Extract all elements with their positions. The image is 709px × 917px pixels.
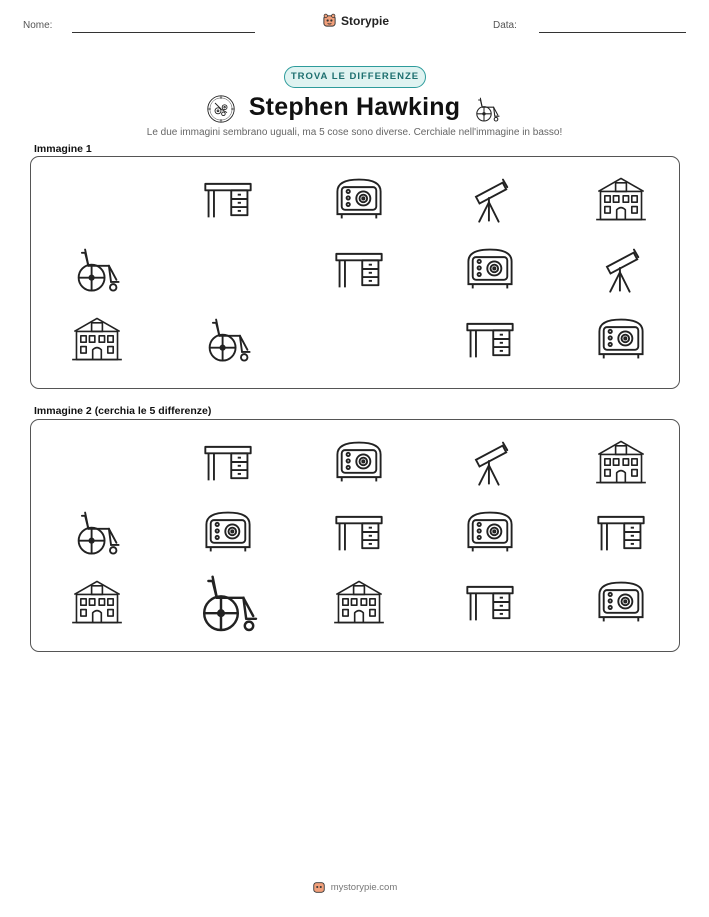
building-icon: [594, 435, 648, 489]
radio-icon: [332, 172, 386, 226]
footer: [0, 880, 709, 894]
desk-icon: [463, 575, 517, 629]
puzzle-item-radio[interactable]: [201, 505, 255, 559]
date-line[interactable]: [539, 32, 686, 33]
activity-badge: TROVA LE DIFFERENZE: [284, 66, 426, 88]
wheelchair-icon: [472, 94, 502, 124]
puzzle-item-radio[interactable]: [594, 575, 648, 629]
radio-icon: [594, 312, 648, 366]
telescope-icon: [594, 242, 648, 296]
desk-icon: [201, 172, 255, 226]
puzzle-item-desk: [201, 172, 255, 226]
puzzle-item-building[interactable]: [70, 575, 124, 629]
puzzle-item-clock-gears: [70, 172, 124, 226]
telescope-icon: [463, 172, 517, 226]
wheelchair-icon: [193, 567, 263, 637]
desk-icon: [463, 312, 517, 366]
storypie-logo-icon: [312, 880, 326, 894]
puzzle-item-desk[interactable]: [201, 435, 255, 489]
desk-icon: [332, 505, 386, 559]
title-wheelchair-icon: [472, 94, 502, 122]
puzzle-item-telescope: [463, 172, 517, 226]
clock-gears-icon: [62, 427, 132, 497]
puzzle-item-radio: [594, 312, 648, 366]
wheelchair-icon: [70, 505, 124, 559]
radio-icon: [463, 242, 517, 296]
puzzle-item-building[interactable]: [332, 575, 386, 629]
name-line[interactable]: [72, 32, 255, 33]
puzzle-item-wheelchair[interactable]: [193, 567, 263, 637]
puzzle-item-telescope: [594, 242, 648, 296]
puzzle-item-wheelchair: [70, 242, 124, 296]
section-2-heading: Immagine 2 (cerchia le 5 differenze): [34, 405, 212, 417]
building-icon: [70, 575, 124, 629]
puzzle-item-radio: [463, 242, 517, 296]
puzzle-item-desk: [463, 312, 517, 366]
puzzle-item-building[interactable]: [594, 435, 648, 489]
puzzle-item-clock-gears: [201, 242, 255, 296]
building-icon: [332, 575, 386, 629]
clock-gears-icon: [201, 242, 255, 296]
radio-icon: [201, 505, 255, 559]
puzzle-item-clock-gears[interactable]: [62, 427, 132, 497]
title-clock-icon: [206, 94, 236, 122]
clock-gears-icon: [206, 94, 236, 124]
name-label: Nome:: [23, 20, 53, 31]
puzzle-item-wheelchair[interactable]: [70, 505, 124, 559]
date-label: Data:: [493, 20, 517, 31]
page-title: Stephen Hawking: [248, 93, 461, 121]
brand-name: Storypie: [341, 13, 390, 28]
wheelchair-icon: [201, 312, 255, 366]
desk-icon: [594, 505, 648, 559]
clock-gears-icon: [332, 312, 386, 366]
clock-gears-icon: [70, 172, 124, 226]
section-1-heading: Immagine 1: [34, 143, 92, 155]
puzzle-item-radio: [332, 172, 386, 226]
desk-icon: [332, 242, 386, 296]
puzzle-item-building: [594, 172, 648, 226]
puzzle-item-radio[interactable]: [332, 435, 386, 489]
footer-url[interactable]: mystorypie.com: [330, 881, 398, 893]
puzzle-item-desk: [332, 242, 386, 296]
puzzle-item-building: [70, 312, 124, 366]
puzzle-item-wheelchair: [201, 312, 255, 366]
radio-icon: [332, 435, 386, 489]
telescope-icon: [463, 435, 517, 489]
puzzle-item-desk[interactable]: [463, 575, 517, 629]
building-icon: [70, 312, 124, 366]
storypie-logo-icon: [322, 13, 337, 28]
radio-icon: [594, 575, 648, 629]
brand: [322, 13, 389, 28]
puzzle-item-radio[interactable]: [463, 505, 517, 559]
puzzle-item-desk[interactable]: [332, 505, 386, 559]
wheelchair-icon: [70, 242, 124, 296]
instructions: Le due immagini sembrano uguali, ma 5 cose sono diverse. Cerchiale nell'immagine in basso!: [146, 127, 563, 138]
building-icon: [594, 172, 648, 226]
puzzle-item-clock-gears: [332, 312, 386, 366]
puzzle-item-telescope[interactable]: [463, 435, 517, 489]
puzzle-item-desk[interactable]: [594, 505, 648, 559]
desk-icon: [201, 435, 255, 489]
radio-icon: [463, 505, 517, 559]
